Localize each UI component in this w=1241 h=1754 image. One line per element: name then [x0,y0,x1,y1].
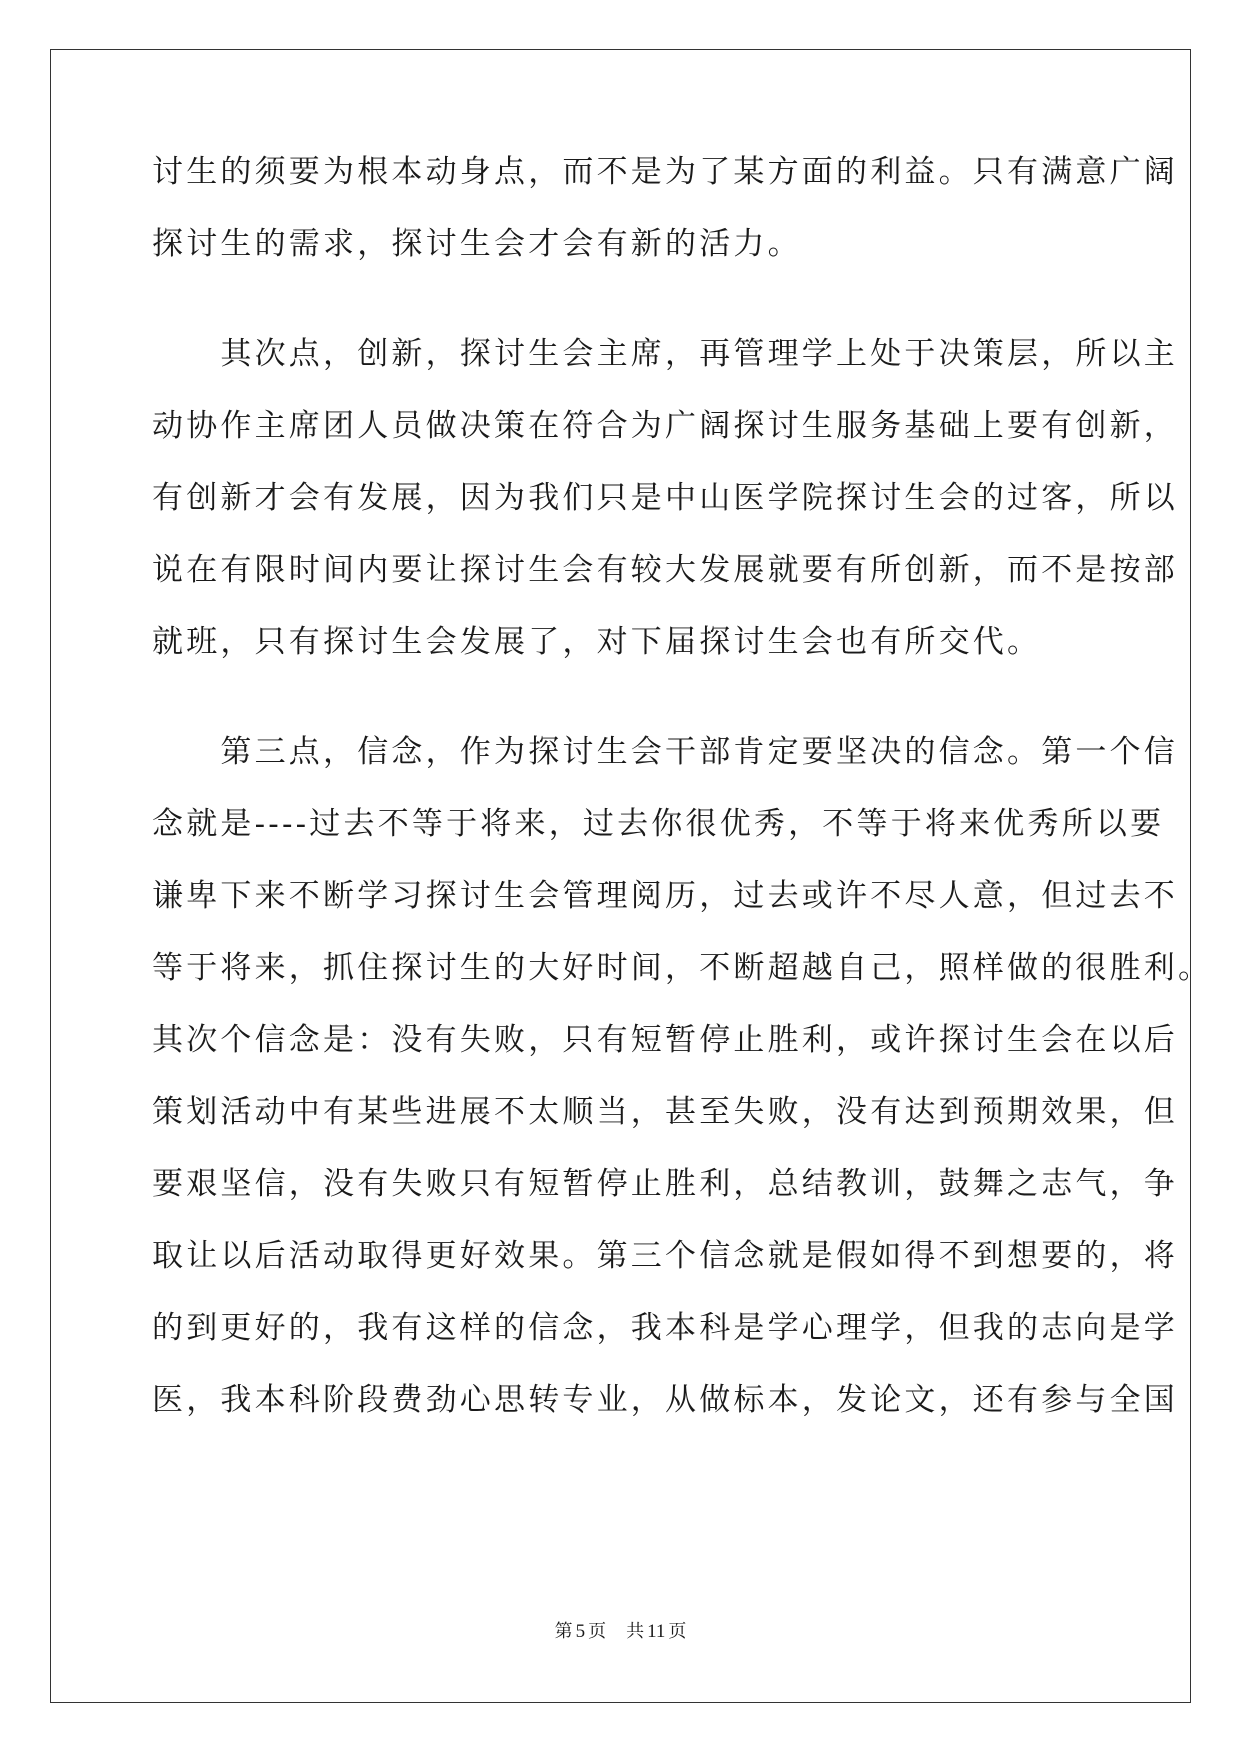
page-prefix: 第 [554,1621,573,1642]
text-line: 讨生的须要为根本动身点，而不是为了某方面的利益。只有满意广阔 [152,154,1178,190]
text-line: 要艰坚信，没有失败只有短暂停止胜利，总结教训，鼓舞之志气，争 [152,1166,1178,1202]
text-line: 其次点，创新，探讨生会主席，再管理学上处于决策层，所以主 [152,336,1178,372]
text-line: 其次个信念是：没有失败，只有短暂停止胜利，或许探讨生会在以后 [152,1022,1178,1058]
total-pages: 11 [647,1621,666,1642]
text-line: 探讨生的需求，探讨生会才会有新的活力。 [152,226,802,262]
total-prefix: 共 [626,1621,645,1642]
text-line: 有创新才会有发展，因为我们只是中山医学院探讨生会的过客，所以 [152,480,1178,516]
page-footer [0,1620,1241,1644]
text-line: 医，我本科阶段费劲心思转专业，从做标本，发论文，还有参与全国 [152,1382,1178,1418]
total-suffix: 页 [668,1621,687,1642]
text-line: 等于将来，抓住探讨生的大好时间，不断超越自己，照样做的很胜利。 [152,950,1213,986]
page-number: 5 [575,1621,586,1642]
text-line: 策划活动中有某些进展不太顺当，甚至失败，没有达到预期效果，但 [152,1094,1178,1130]
text-line: 谦卑下来不断学习探讨生会管理阅历，过去或许不尽人意，但过去不 [152,878,1178,914]
page-suffix: 页 [588,1621,607,1642]
text-line: 念就是----过去不等于将来，过去你很优秀，不等于将来优秀所以要 [152,806,1165,842]
text-line: 动协作主席团人员做决策在符合为广阔探讨生服务基础上要有创新， [152,408,1178,444]
text-line: 的到更好的，我有这样的信念，我本科是学心理学，但我的志向是学 [152,1310,1178,1346]
text-line: 说在有限时间内要让探讨生会有较大发展就要有所创新，而不是按部 [152,552,1178,588]
text-line: 第三点，信念，作为探讨生会干部肯定要坚决的信念。第一个信 [152,734,1178,770]
text-line: 就班，只有探讨生会发展了，对下届探讨生会也有所交代。 [152,624,1042,660]
text-line: 取让以后活动取得更好效果。第三个信念就是假如得不到想要的，将 [152,1238,1178,1274]
